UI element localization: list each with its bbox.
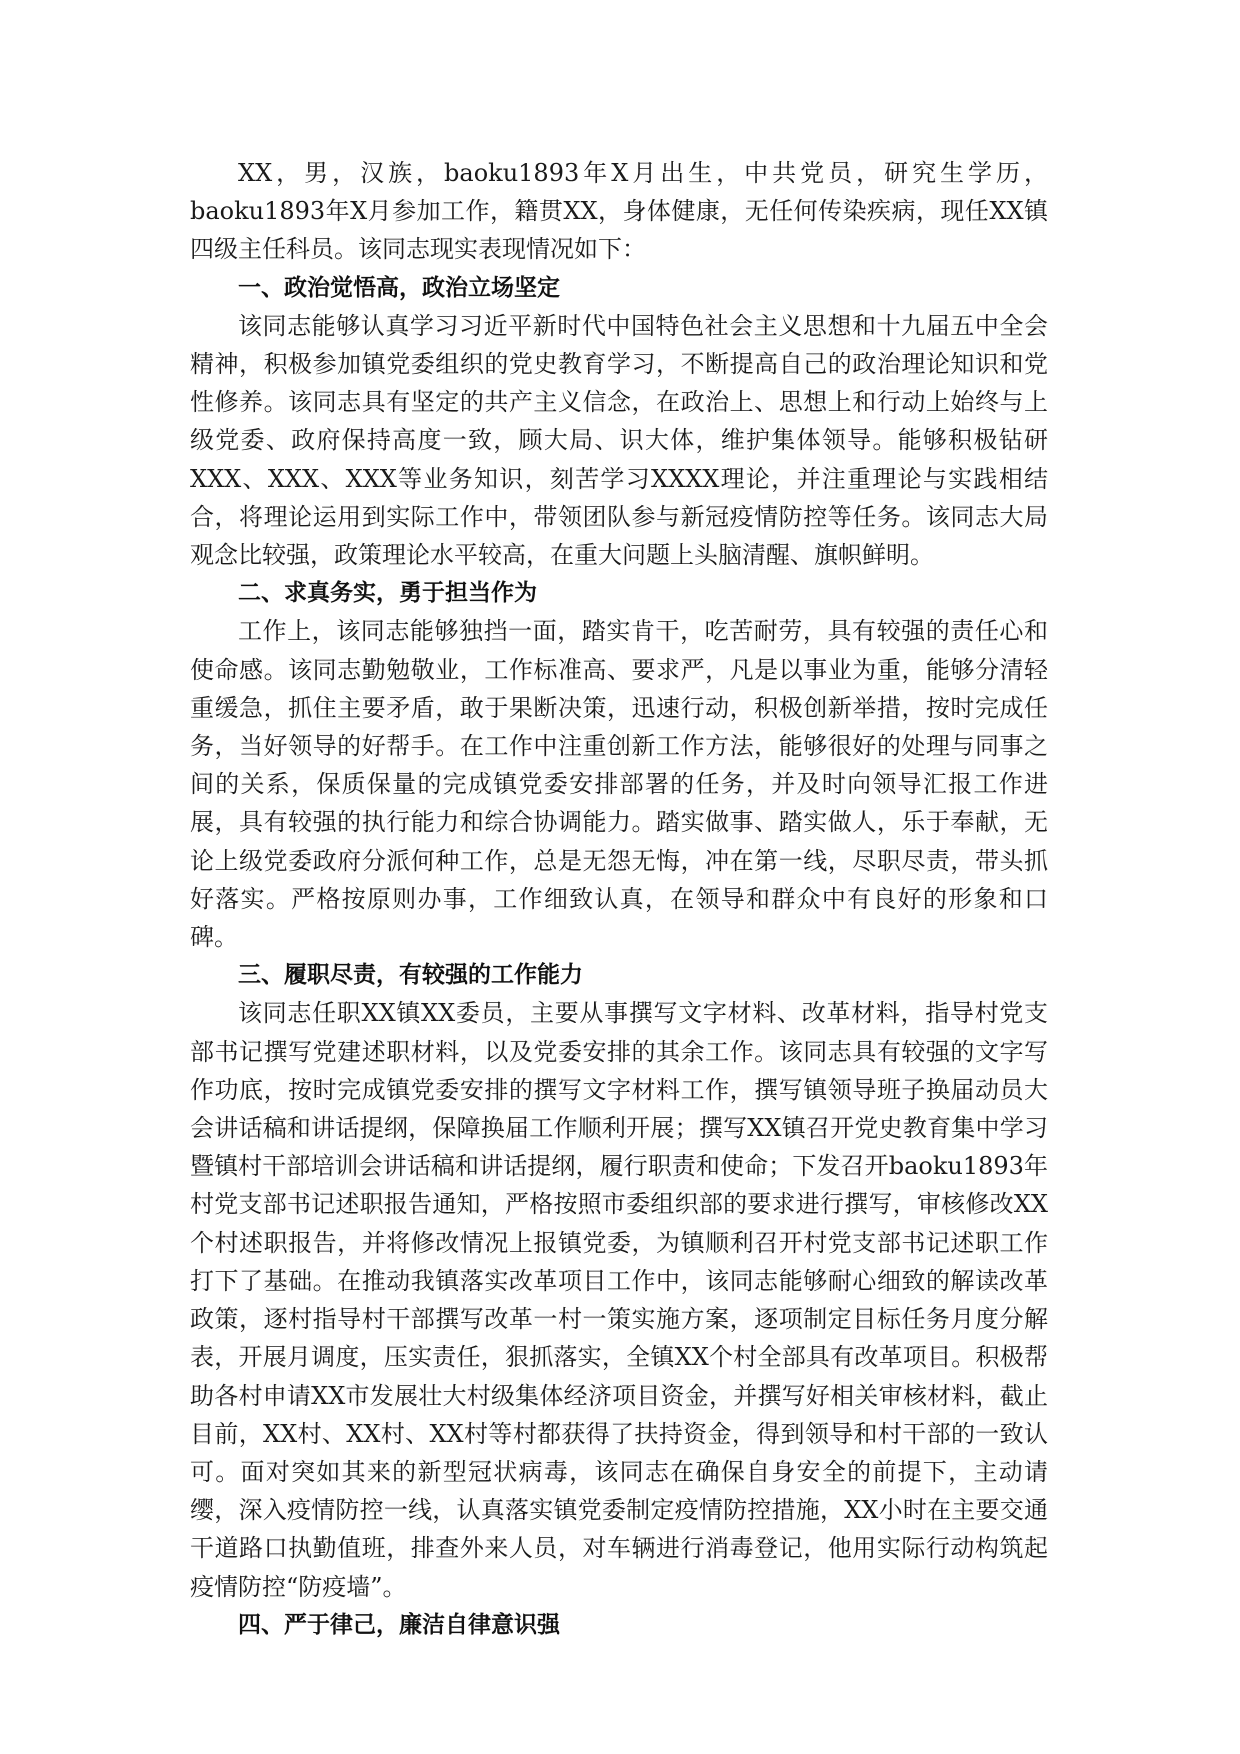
section-4-heading: 四、严于律己，廉洁自律意识强 (238, 1611, 560, 1638)
document-body (190, 154, 1048, 1644)
section-1-body: 该同志能够认真学习习近平新时代中国特色社会主义思想和十九届五中全会精神，积极参加镇党委组织的党史教育学习，不断提高自己的政治理论知识和党性修养。该同志具有坚定的共产主义信念，在政治上、思想上和行动上始终与上级党委、政府保持高度一致，顾大局、识大体，维护集体领导。能够积极钻研XXX、XXX、XXX等业务知识，刻苦学习XXXX理论，并注重理论与实践相结合，将理论运用到实际工作中，带领团队参与新冠疫情防控等任务。该同志大局观念比较强，政策理论水平较高，在重大问题上头脑清醒、旗帜鲜明。 (190, 311, 1048, 570)
section-1-heading: 一、政治觉悟高，政治立场坚定 (238, 274, 560, 301)
section-2-body: 工作上，该同志能够独挡一面，踏实肯干，吃苦耐劳，具有较强的责任心和使命感。该同志勤勉敬业，工作标准高、要求严，凡是以事业为重，能够分清轻重缓急，抓住主要矛盾，敢于果断决策，迅速行动，积极创新举措，按时完成任务，当好领导的好帮手。在工作中注重创新工作方法，能够很好的处理与同事之间的关系，保质保量的完成镇党委安排部署的任务，并及时向领导汇报工作进展，具有较强的执行能力和综合协调能力。踏实做事、踏实做人，乐于奉献，无论上级党委政府分派何种工作，总是无怨无悔，冲在第一线，尽职尽责，带头抓好落实。严格按原则办事，工作细致认真，在领导和群众中有良好的形象和口碑。 (190, 617, 1048, 952)
section-3-heading: 三、履职尽责，有较强的工作能力 (238, 962, 583, 989)
section-2-heading: 二、求真务实，勇于担当作为 (238, 580, 537, 607)
intro-paragraph: XX，男，汉族，baoku1893年X月出生，中共党员，研究生学历，baoku1893年X月参加工作，籍贯XX，身体健康，无任何传染疾病，现任XX镇四级主任科员。该同志现实表现情况如下： (190, 159, 1048, 264)
section-3-body: 该同志任职XX镇XX委员，主要从事撰写文字材料、改革材料，指导村党支部书记撰写党建述职材料，以及党委安排的其余工作。该同志具有较强的文字写作功底，按时完成镇党委安排的撰写文字材料工作，撰写镇领导班子换届动员大会讲话稿和讲话提纲，保障换届工作顺利开展；撰写XX镇召开党史教育集中学习暨镇村干部培训会讲话稿和讲话提纲，履行职责和使命；下发召开baoku1893年村党支部书记述职报告通知，严格按照市委组织部的要求进行撰写，审核修改XX个村述职报告，并将修改情况上报镇党委，为镇顺利召开村党支部书记述职工作打下了基础。在推动我镇落实改革项目工作中，该同志能够耐心细致的解读改革政策，逐村指导村干部撰写改革一村一策实施方案，逐项制定目标任务月度分解表，开展月调度，压实责任，狠抓落实，全镇XX个村全部具有改革项目。积极帮助各村申请XX市发展壮大村级集体经济项目资金，并撰写好相关审核材料，截止目前，XX村、XX村、XX村等村都获得了扶持资金，得到领导和村干部的一致认可。面对突如其来的新型冠状病毒，该同志在确保自身安全的前提下，主动请缨，深入疫情防控一线，认真落实镇党委制定疫情防控措施，XX小时在主要交通干道路口执勤值班，排查外来人员，对车辆进行消毒登记，他用实际行动构筑起疫情防控“防疫墙”。 (190, 999, 1048, 1601)
